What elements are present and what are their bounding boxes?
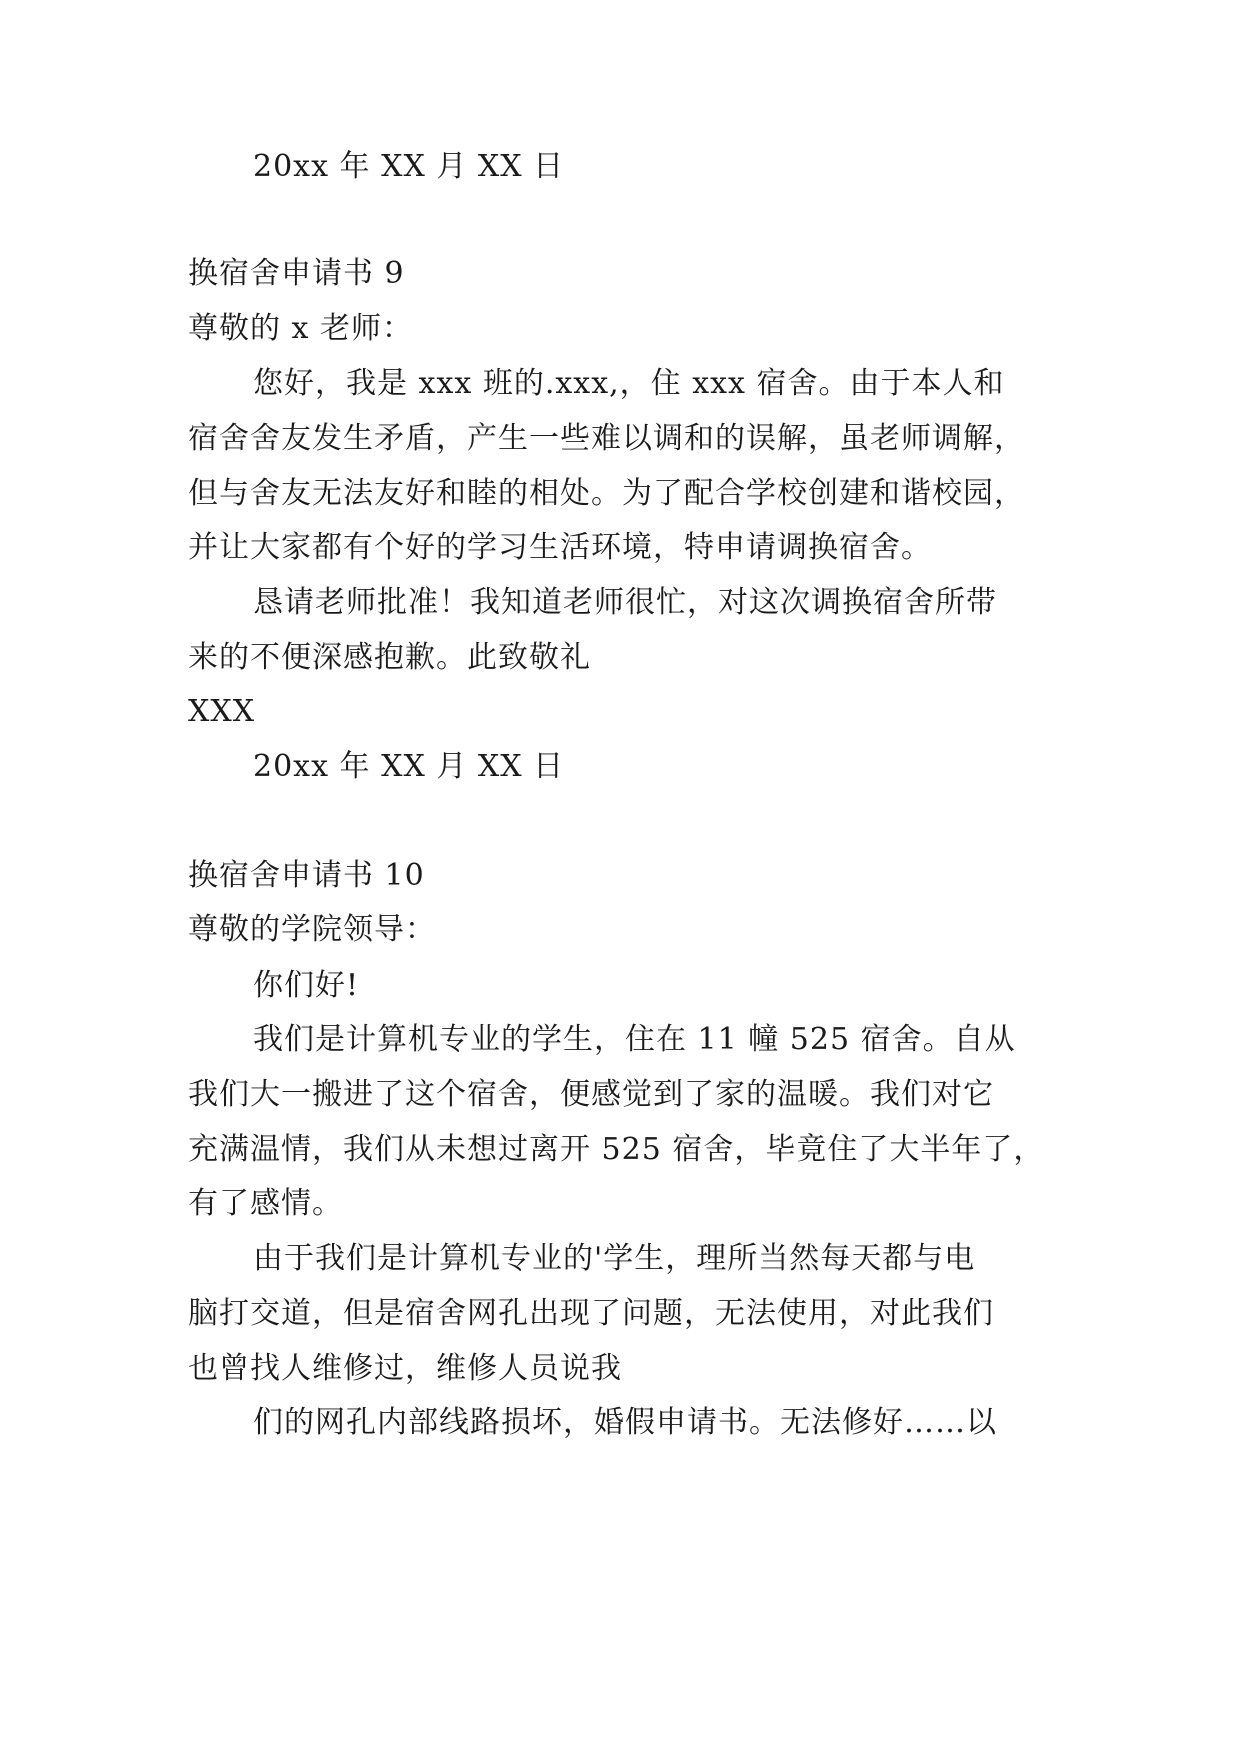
paragraph-line: 们的网孔内部线路损坏，婚假申请书。无法修好……以 — [253, 1405, 997, 1440]
paragraph-line: 我们大一搬进了这个宿舍，便感觉到了家的温暖。我们对它 — [188, 1077, 994, 1112]
greeting-line: 你们好! — [253, 968, 360, 1003]
paragraph-line: 您好，我是 xxx 班的.xxx,，住 xxx 宿舍。由于本人和 — [253, 366, 1005, 401]
paragraph-line: 并让大家都有个好的学习生活环境，特申请调换宿舍。 — [188, 530, 932, 565]
paragraph-line: 由于我们是计算机专业的'学生，理所当然每天都与电 — [253, 1241, 976, 1276]
letter-9-title: 换宿舍申请书 9 — [188, 256, 405, 291]
paragraph-line: 恳请老师批准！我知道老师很忙，对这次调换宿舍所带 — [253, 585, 997, 620]
paragraph-line: 有了感情。 — [188, 1186, 343, 1221]
signature-line: XXX — [188, 694, 256, 729]
paragraph-line: 我们是计算机专业的学生，住在 11 幢 525 宿舍。自从 — [253, 1022, 1016, 1057]
letter-10-salutation: 尊敬的学院领导： — [188, 912, 436, 947]
paragraph-line: 宿舍舍友发生矛盾，产生一些难以调和的误解，虽老师调解， — [188, 421, 1025, 456]
paragraph-line: 充满温情，我们从未想过离开 525 宿舍，毕竟住了大半年了， — [188, 1132, 1045, 1167]
date-line: 20xx 年 XX 月 XX 日 — [253, 749, 565, 784]
date-line: 20xx 年 XX 月 XX 日 — [253, 149, 565, 184]
paragraph-line: 也曾找人维修过，维修人员说我 — [188, 1351, 622, 1386]
paragraph-line: 但与舍友无法友好和睦的相处。为了配合学校创建和谐校园， — [188, 476, 1025, 511]
letter-9-salutation: 尊敬的 x 老师： — [188, 311, 413, 346]
paragraph-line: 脑打交道，但是宿舍网孔出现了问题，无法使用，对此我们 — [188, 1296, 994, 1331]
paragraph-line: 来的不便深感抱歉。此致敬礼 — [188, 640, 591, 675]
letter-10-title: 换宿舍申请书 10 — [188, 858, 425, 893]
